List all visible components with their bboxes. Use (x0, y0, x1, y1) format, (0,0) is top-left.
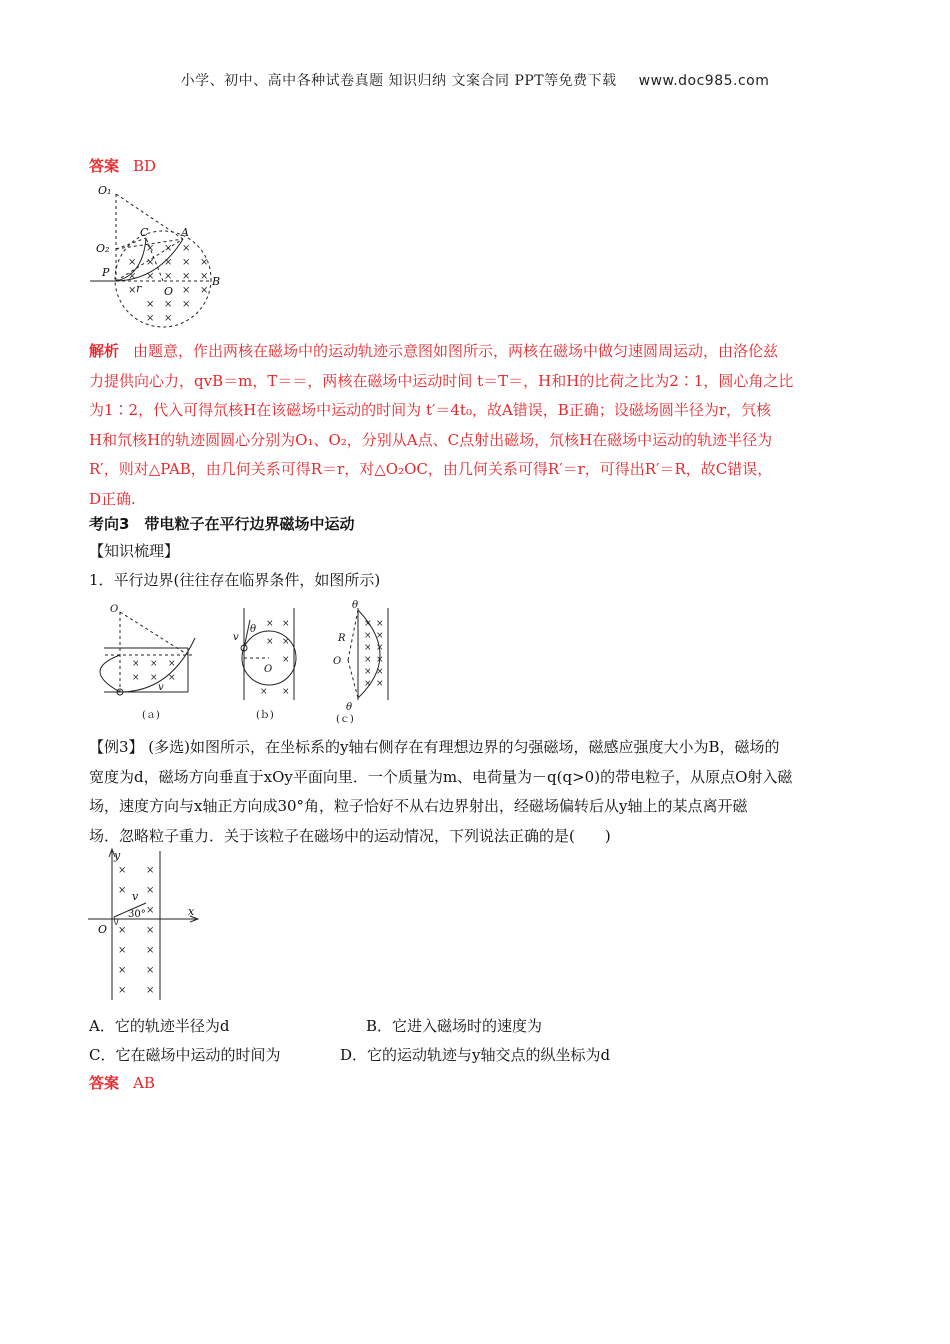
cross: × (260, 687, 268, 697)
label-o: O (333, 656, 342, 667)
analysis-line: 由题意，作出两核在磁场中的运动轨迹示意图如图所示，两核在磁场中做匀速圆周运动，由洛伦兹 (133, 342, 779, 360)
cross: × (164, 313, 173, 324)
cross: × (282, 619, 290, 629)
cross: × (146, 965, 155, 976)
cross: × (200, 271, 209, 282)
label-angle: 30° (128, 909, 146, 920)
cross: × (164, 257, 173, 268)
caption-a: (ａ) (142, 710, 160, 721)
cross: × (132, 673, 140, 683)
figure-coordinate-field (88, 845, 208, 1007)
label-x: x (188, 905, 195, 918)
cross: × (364, 619, 372, 629)
label-o1: O₁ (98, 184, 112, 197)
figure-circle-field (88, 180, 228, 330)
answer-1-label: 答案 (89, 157, 120, 175)
cross: × (182, 285, 191, 296)
example-line: 宽度为d，磁场方向垂直于xOy平面向里．一个质量为m、电荷量为－q(q>0)的带电粒子，从原点O射入磁 (89, 767, 793, 786)
cross: × (282, 637, 290, 647)
page-header (0, 70, 950, 90)
cross: × (364, 667, 372, 677)
cross: × (376, 643, 384, 653)
knowledge-heading: 【知识梳理】 (89, 542, 180, 560)
cross: × (364, 655, 372, 665)
option-b: B．它进入磁场时的速度为 (366, 1017, 543, 1035)
label-c: C (140, 226, 149, 239)
cross: × (164, 299, 173, 310)
cross: × (132, 659, 140, 669)
cross: × (146, 865, 155, 876)
example-line: 【例3】 (多选)如图所示，在坐标系的y轴右侧存在有理想边界的匀强磁场，磁感应强度大小为B，磁场的 (89, 738, 780, 756)
item-1: 1．平行边界(往往存在临界条件，如图所示) (89, 571, 381, 589)
cross: × (364, 631, 372, 641)
label-o2: O₂ (96, 242, 110, 255)
analysis-label: 解析 (89, 342, 120, 360)
cross: × (118, 965, 127, 976)
analysis-line: R′，则对△PAB，由几何关系可得R＝r，对△O₂OC，由几何关系可得R′＝r，可得出R′＝R，故C错误， (89, 460, 773, 478)
caption-b: (ｂ) (256, 710, 274, 721)
cross: × (182, 271, 191, 282)
cross: × (182, 257, 191, 268)
cross: × (146, 243, 155, 254)
answer-2-value: AB (133, 1074, 155, 1092)
cross: × (146, 885, 155, 896)
answer-2-label: 答案 (89, 1074, 120, 1092)
section-title: 考向3 带电粒子在平行边界磁场中运动 (89, 515, 355, 533)
analysis-line: H和氘核H的轨迹圆圆心分别为O₁、O₂，分别从A点、C点射出磁场，氘核H在磁场中运动的轨迹半径为 (89, 430, 773, 449)
cross: × (376, 655, 384, 665)
cross: × (164, 243, 173, 254)
label-a: A (181, 226, 189, 239)
answer-1 (89, 155, 156, 176)
label-o: O (110, 604, 119, 615)
cross: × (168, 673, 176, 683)
cross: × (282, 687, 290, 697)
cross: × (146, 905, 155, 916)
cross: × (376, 619, 384, 629)
dashed-o1-a (116, 194, 183, 239)
cross: × (128, 285, 137, 296)
cross: × (200, 257, 209, 268)
label-o: O (164, 285, 174, 298)
cross: × (376, 631, 384, 641)
answer-2 (89, 1072, 155, 1093)
figure-parallel-a (100, 600, 210, 726)
example-line: 场，速度方向与x轴正方向成30°角，粒子恰好不从右边界射出，经磁场偏转后从y轴上的某点离开磁 (89, 797, 748, 815)
analysis-line: 力提供向心力，qvB＝m，T＝＝，两核在磁场中运动时间 t＝T＝，H和H的比荷之比为2∶1，圆心角之比 (89, 371, 794, 390)
option-a: A．它的轨迹半径为d (89, 1017, 230, 1035)
option-c: C．它在磁场中运动的时间为 (89, 1046, 281, 1064)
label-theta-top: θ (352, 600, 359, 611)
analysis-line: D正确. (89, 489, 136, 508)
example-3 (89, 733, 879, 851)
label-o: O (98, 923, 108, 936)
cross: × (146, 271, 155, 282)
dashed-o2-c (116, 238, 146, 249)
cross: × (118, 885, 127, 896)
figure-parallel-b (228, 600, 308, 726)
answer-1-value: BD (133, 157, 157, 175)
cross: × (364, 643, 372, 653)
cross: × (146, 925, 155, 936)
cross: × (182, 243, 191, 254)
label-v: v (233, 632, 239, 643)
cross: × (118, 945, 127, 956)
label-v: v (132, 890, 139, 903)
header-site: www.doc985.com (638, 73, 770, 89)
cross: × (118, 925, 127, 936)
label-r: r (136, 282, 142, 295)
label-theta: θ (250, 624, 257, 635)
cross: × (266, 637, 274, 647)
label-p: P (102, 266, 110, 279)
cross: × (182, 299, 191, 310)
cross: × (146, 257, 155, 268)
example-line: 场．忽略粒子重力．关于该粒子在磁场中的运动情况，下列说法正确的是( ) (89, 826, 611, 845)
label-y: y (114, 849, 121, 862)
cross: × (150, 659, 158, 669)
option-d: D．它的运动轨迹与y轴交点的纵坐标为d (340, 1046, 611, 1064)
cross: × (146, 313, 155, 324)
label-v: v (158, 682, 164, 693)
cross: × (146, 299, 155, 310)
cross: × (200, 285, 209, 296)
cross: × (282, 655, 290, 665)
cross: × (376, 679, 384, 689)
cross: × (266, 619, 274, 629)
label-b: B (212, 275, 221, 288)
header-text: 小学、初中、高中各种试卷真题 知识归纳 文案合同 PPT等免费下载 (180, 73, 617, 89)
label-theta-bottom: θ (346, 702, 353, 713)
label-r: R (338, 633, 346, 644)
caption-c: (ｃ) (336, 714, 354, 725)
cross: × (364, 679, 372, 689)
cross: × (168, 659, 176, 669)
cross: × (118, 985, 127, 996)
analysis-block (89, 337, 879, 514)
figure-parallel-c (330, 598, 400, 726)
cross: × (164, 271, 173, 282)
cross: × (376, 667, 384, 677)
cross: × (118, 865, 127, 876)
label-o: O (264, 664, 273, 675)
cross: × (146, 945, 155, 956)
cross: × (146, 985, 155, 996)
analysis-line: 为1∶2，代入可得氘核H在该磁场中运动的时间为 t′＝4t₀，故A错误，B正确；设磁场圆半径为r，氕核 (89, 401, 771, 419)
cross: × (128, 271, 137, 282)
cross: × (128, 257, 137, 268)
cross: × (150, 673, 158, 683)
